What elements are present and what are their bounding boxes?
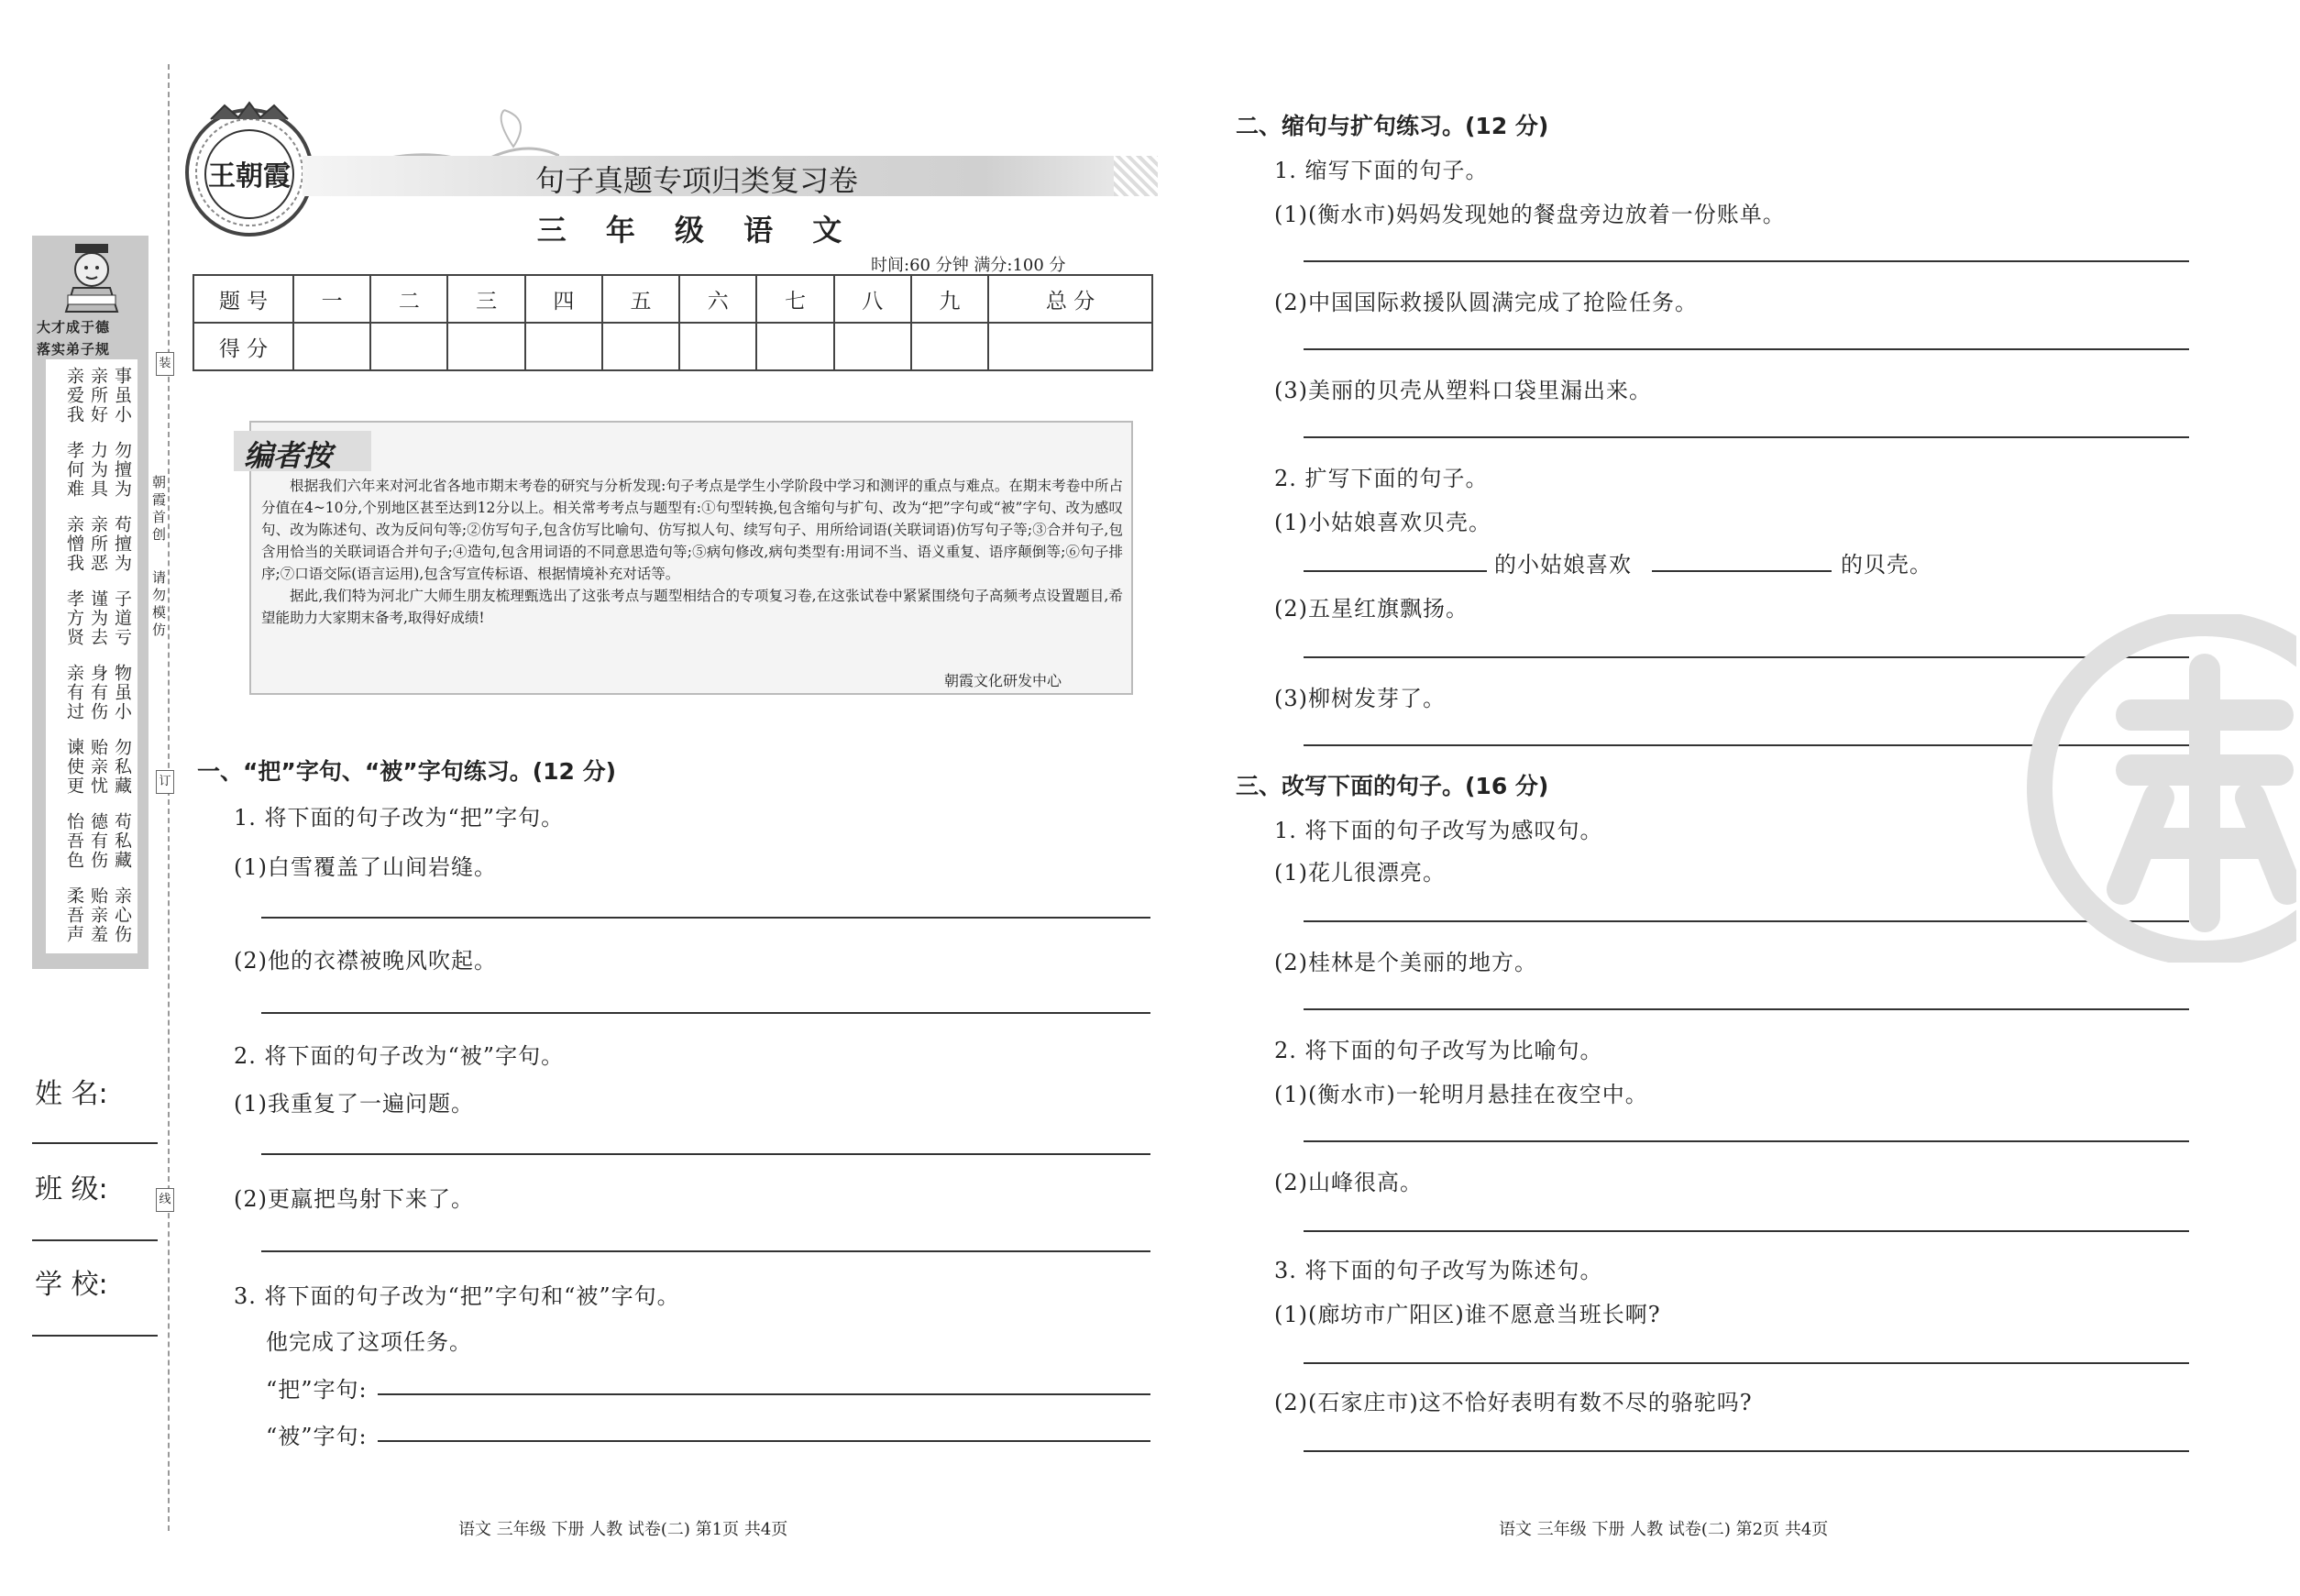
s3-q1-2: (2)桂林是个美丽的地方。	[1274, 950, 1537, 975]
page-footer-2: 语文 三年级 下册 人教 试卷(二) 第2页 共4页	[1499, 1520, 1829, 1539]
name-field[interactable]	[32, 1142, 158, 1144]
section-3-title: 三、改写下面的句子。(16 分)	[1236, 773, 1549, 799]
banner-pattern	[1114, 156, 1158, 196]
verse-column: 勿私藏	[112, 738, 132, 796]
s2-q2-2: (2)五星红旗飘扬。	[1274, 596, 1469, 622]
score-table-header-cell: 五	[602, 275, 679, 323]
score-input-cell[interactable]	[911, 323, 988, 370]
binding-tag-3: 线	[156, 1188, 174, 1212]
s1-q1-1: (1)白雪覆盖了山间岩缝。	[234, 854, 497, 880]
s3-q2: 2. 将下面的句子改写为比喻句。	[1274, 1038, 1603, 1063]
score-input-cell[interactable]	[602, 323, 679, 370]
s3-q2-1: (1)(衡水市)一轮明月悬挂在夜空中。	[1274, 1082, 1648, 1107]
paper-subtitle: 三 年 级 语 文	[536, 213, 857, 248]
answer-line[interactable]	[1304, 348, 2189, 350]
score-input-cell[interactable]	[834, 323, 911, 370]
verse-column: 身有伤	[88, 664, 108, 721]
verse-column: 怡吾色	[64, 812, 84, 870]
editor-note-paragraph-2: 据此,我们特为河北广大师生朋友梳理甄选出了这张考点与题型相结合的专项复习卷,在这张试卷中紧紧围绕句子高频考点设置题目,希望能助力大家期末备考,取得好成绩!	[261, 588, 1123, 626]
name-label: 姓 名:	[35, 1078, 108, 1110]
score-table-header-cell: 题 号	[193, 275, 293, 323]
page-footer-1: 语文 三年级 下册 人教 试卷(二) 第1页 共4页	[458, 1520, 788, 1539]
score-input-cell[interactable]	[447, 323, 524, 370]
s2-q2-1a: 的小姑娘喜欢	[1494, 552, 1632, 578]
time-score-info: 时间:60 分钟 满分:100 分	[871, 256, 1066, 275]
binding-tag-1: 装	[156, 352, 174, 376]
sidebar-caption-2: 落实弟子规	[37, 341, 111, 358]
s1-q3-sentence: 他完成了这项任务。	[266, 1329, 472, 1355]
score-input-cell[interactable]	[679, 323, 756, 370]
verse-column: 亲憎我	[64, 515, 84, 573]
verse-column: 亲有过	[64, 664, 84, 721]
answer-line[interactable]	[1304, 1230, 2189, 1232]
verse-column: 苟擅为	[112, 515, 132, 573]
answer-line[interactable]	[261, 917, 1150, 919]
s2-q1-2: (2)中国国际救援队圆满完成了抢险任务。	[1274, 290, 1698, 315]
vertical-note-1: 朝霞首创	[150, 475, 167, 545]
editor-note-heading: 编者按	[244, 438, 333, 473]
answer-line[interactable]	[261, 1250, 1150, 1252]
score-input-cell[interactable]	[525, 323, 602, 370]
class-label: 班 级:	[35, 1173, 108, 1205]
verse-column: 苟私藏	[112, 812, 132, 870]
verse-column: 贻亲羞	[88, 886, 108, 944]
s2-q2-1b: 的贝壳。	[1841, 552, 1932, 578]
s1-q3-ba-label: “把”字句:	[266, 1377, 368, 1403]
verse-column: 物虽小	[112, 664, 132, 721]
sidebar-caption-1: 大才成于德	[37, 319, 111, 336]
verse-column: 亲所好	[88, 367, 108, 424]
vertical-note-2: 请勿模仿	[150, 570, 167, 640]
bei-answer-line[interactable]	[378, 1440, 1150, 1442]
answer-line[interactable]	[261, 1153, 1150, 1155]
verse-column: 柔吾声	[64, 886, 84, 944]
verse-column: 孝方贤	[64, 589, 84, 647]
verse-column: 贻亲忧	[88, 738, 108, 796]
score-table	[193, 274, 1153, 371]
score-table-header-row	[193, 275, 1152, 323]
s2-q2-3: (3)柳树发芽了。	[1274, 686, 1446, 711]
score-table-header-cell: 一	[293, 275, 370, 323]
fill-blank-1[interactable]	[1304, 570, 1487, 572]
score-input-cell[interactable]	[370, 323, 447, 370]
s1-q2-2: (2)更羸把鸟射下来了。	[234, 1186, 474, 1212]
score-table-header-cell: 七	[756, 275, 833, 323]
school-label: 学 校:	[35, 1269, 108, 1301]
s1-q2: 2. 将下面的句子改为“被”字句。	[234, 1043, 565, 1069]
s2-q1-3: (3)美丽的贝壳从塑料口袋里漏出来。	[1274, 378, 1652, 403]
s3-q3-1: (1)(廊坊市广阳区)谁不愿意当班长啊?	[1274, 1302, 1661, 1327]
verse-column: 亲所恶	[88, 515, 108, 573]
score-table-header-cell: 九	[911, 275, 988, 323]
s2-q2: 2. 扩写下面的句子。	[1274, 466, 1489, 491]
s3-q2-2: (2)山峰很高。	[1274, 1170, 1423, 1195]
editor-note-body	[261, 475, 1123, 629]
verse-column: 子道亏	[112, 589, 132, 647]
s2-q1: 1. 缩写下面的句子。	[1274, 158, 1489, 183]
section-2-title: 二、缩句与扩句练习。(12 分)	[1236, 113, 1549, 139]
answer-line[interactable]	[1304, 1008, 2189, 1010]
verse-column: 力为具	[88, 441, 108, 499]
ba-answer-line[interactable]	[378, 1393, 1150, 1395]
score-table-header-cell: 总 分	[988, 275, 1152, 323]
svg-text:王朝霞: 王朝霞	[208, 160, 291, 193]
editor-note-signature: 朝霞文化研发中心	[944, 672, 1062, 689]
section-1-title: 一、“把”字句、“被”字句练习。(12 分)	[197, 758, 617, 785]
secret-seal-watermark-icon	[2021, 614, 2296, 963]
binding-dashed-line	[168, 64, 170, 1531]
verse-column: 谏使更	[64, 738, 84, 796]
s3-q3: 3. 将下面的句子改写为陈述句。	[1274, 1258, 1603, 1283]
binding-tag-2: 订	[156, 770, 174, 794]
score-input-cell[interactable]	[988, 323, 1152, 370]
scholar-child-icon	[48, 240, 136, 317]
s3-q3-2: (2)(石家庄市)这不恰好表明有数不尽的骆驼吗?	[1274, 1390, 1753, 1415]
score-table-header-cell: 二	[370, 275, 447, 323]
score-table-header-cell: 八	[834, 275, 911, 323]
school-field[interactable]	[32, 1335, 158, 1337]
score-table-row-label: 得 分	[193, 323, 293, 370]
verse-column: 谨为去	[88, 589, 108, 647]
answer-line[interactable]	[1304, 436, 2189, 438]
answer-line[interactable]	[261, 1012, 1150, 1014]
s1-q2-1: (1)我重复了一遍问题。	[234, 1091, 474, 1117]
fill-blank-2[interactable]	[1652, 570, 1832, 572]
score-input-cell[interactable]	[756, 323, 833, 370]
verse-column: 事虽小	[112, 367, 132, 424]
editor-note-paragraph-1: 根据我们六年来对河北省各地市期末考卷的研究与分析发现:句子考点是学生小学阶段中学习和测评的重点与难点。在期末考卷中所占分值在4~10分,个别地区甚至达到12分以上。相关常考考点与题型有:①句型转换,包含缩句与扩句、改为“把”字句或“被”字句、改为感叹句、改为陈述句、改为反问句等;②仿写句子,包含仿写比喻句、仿写拟人句、续写句子、用所给词语(关联词语)仿写句子等;③合并句子,包含用恰当的关联词语合并句子;④造句,包含用词语的不同意思造句等;⑤病句修改,病句类型有:用词不当、语义重复、语序颠倒等;⑥句子排序;⑦口语交际(语言运用),包含写宣传标语、根据情境补充对话等。	[261, 478, 1123, 582]
s2-q2-1: (1)小姑娘喜欢贝壳。	[1274, 510, 1491, 535]
answer-line[interactable]	[1304, 260, 2189, 262]
answer-line[interactable]	[1304, 1362, 2189, 1364]
paper-title: 句子真题专项归类复习卷	[534, 163, 858, 198]
s3-q1: 1. 将下面的句子改写为感叹句。	[1274, 818, 1603, 843]
score-input-cell[interactable]	[293, 323, 370, 370]
verse-column: 亲爱我	[64, 367, 84, 424]
score-table-header-cell: 六	[679, 275, 756, 323]
class-field[interactable]	[32, 1239, 158, 1241]
verse-column: 勿擅为	[112, 441, 132, 499]
s1-q1-2: (2)他的衣襟被晚风吹起。	[234, 948, 497, 974]
s1-q3-bei-label: “被”字句:	[266, 1424, 368, 1449]
verse-column: 孝何难	[64, 441, 84, 499]
s1-q3: 3. 将下面的句子改为“把”字句和“被”字句。	[234, 1283, 680, 1309]
s3-q1-1: (1)花儿很漂亮。	[1274, 860, 1446, 886]
s2-q1-1: (1)(衡水市)妈妈发现她的餐盘旁边放着一份账单。	[1274, 202, 1786, 227]
score-table-header-cell: 三	[447, 275, 524, 323]
answer-line[interactable]	[1304, 1140, 2189, 1142]
answer-line[interactable]	[1304, 1450, 2189, 1452]
s1-q1: 1. 将下面的句子改为“把”字句。	[234, 805, 565, 831]
score-table-header-cell: 四	[525, 275, 602, 323]
score-table-score-row	[193, 323, 1152, 370]
verse-column: 亲心伤	[112, 886, 132, 944]
verse-column: 德有伤	[88, 812, 108, 870]
